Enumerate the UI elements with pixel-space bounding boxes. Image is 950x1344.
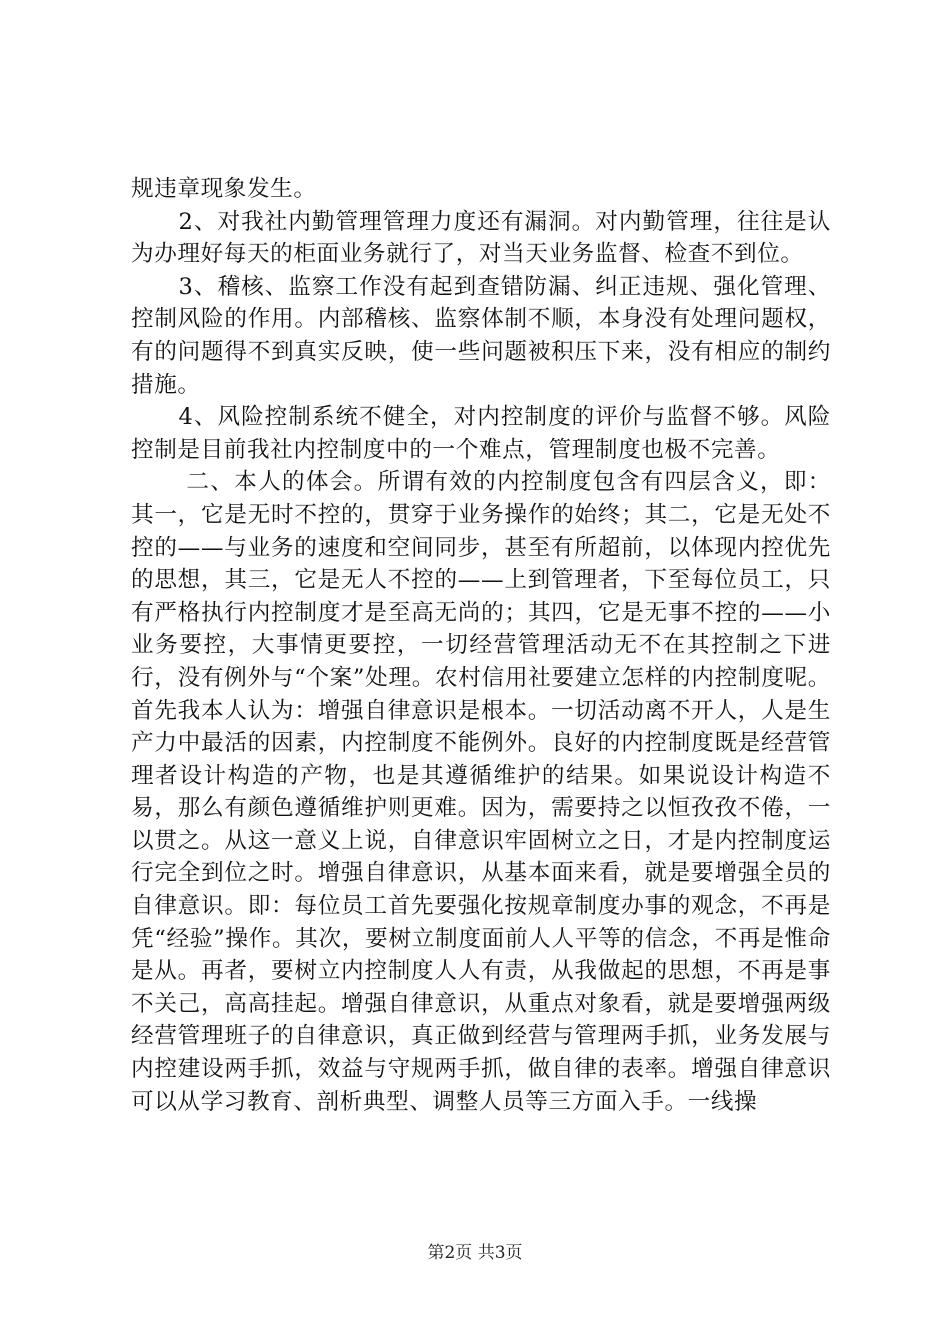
paragraph-point-4: 4、风险控制系统不健全，对内控制度的评价与监督不够。风险控制是目前我社内控制度中的一个难点，管理制度也极不完善。 xyxy=(131,404,831,463)
paragraph-continuation: 规违章现象发生。 xyxy=(131,176,317,202)
paragraph-section-2: 二、本人的体会。所谓有效的内控制度包含有四层含义，即：其一，它是无时不控的，贯穿于业务操作的始终；其二，它是无处不控的——与业务的速度和空间同步，甚至有所超前，以体现内控优先的思想，其三，它是无人不控的——上到管理者，下至每位员工，只有严格执行内控制度才是至高无尚的；其四，它是无事不控的——小业务要控，大事情更要控，一切经营管理活动无不在其控制之下进行，没有例外与“个案”处理。农村信用社要建立怎样的内控制度呢。首先我本人认为：增强自律意识是根本。一切活动离不开人，人是生产力中最活的因素，内控制度不能例外。良好的内控制度既是经营管理者设计构造的产物，也是其遵循维护的结果。如果说设计构造不易，那么有颜色遵循维护则更难。因为，需要持之以恒孜孜不倦，一以贯之。从这一意义上说，自律意识牢固树立之日，才是内控制度运行完全到位之时。增强自律意识，从基本面来看，就是要增强全员的自律意识。即：每位员工首先要强化按规章制度办事的观念，不再是凭“经验”操作。其次，要树立制度面前人人平等的信念，不再是惟命是从。再者，要树立内控制度人人有责，从我做起的思想，不再是事不关己，高高挂起。增强自律意识，从重点对象看，就是要增强两级经营管理班子的自律意识，真正做到经营与管理两手抓，业务发展与内控建设两手抓，效益与守规两手抓，做自律的表率。增强自律意识可以从学习教育、剖析典型、调整人员等三方面入手。一线操 xyxy=(131,469,831,1115)
page-number-label: 第2页 共3页 xyxy=(427,1243,523,1263)
document-body xyxy=(131,173,831,1118)
paragraph-point-2: 2、对我社内勤管理管理力度还有漏洞。对内勤管理，往往是认为办理好每天的柜面业务就行了，对当天业务监督、检查不到位。 xyxy=(131,208,831,268)
page-footer xyxy=(0,1243,950,1263)
paragraph-point-3: 3、稽核、监察工作没有起到查错防漏、纠正违规、强化管理、控制风险的作用。内部稽核、监察体制不顺，本身没有处理问题权，有的问题得不到真实反映，使一些问题被积压下来，没有相应的制约措施。 xyxy=(131,273,831,398)
